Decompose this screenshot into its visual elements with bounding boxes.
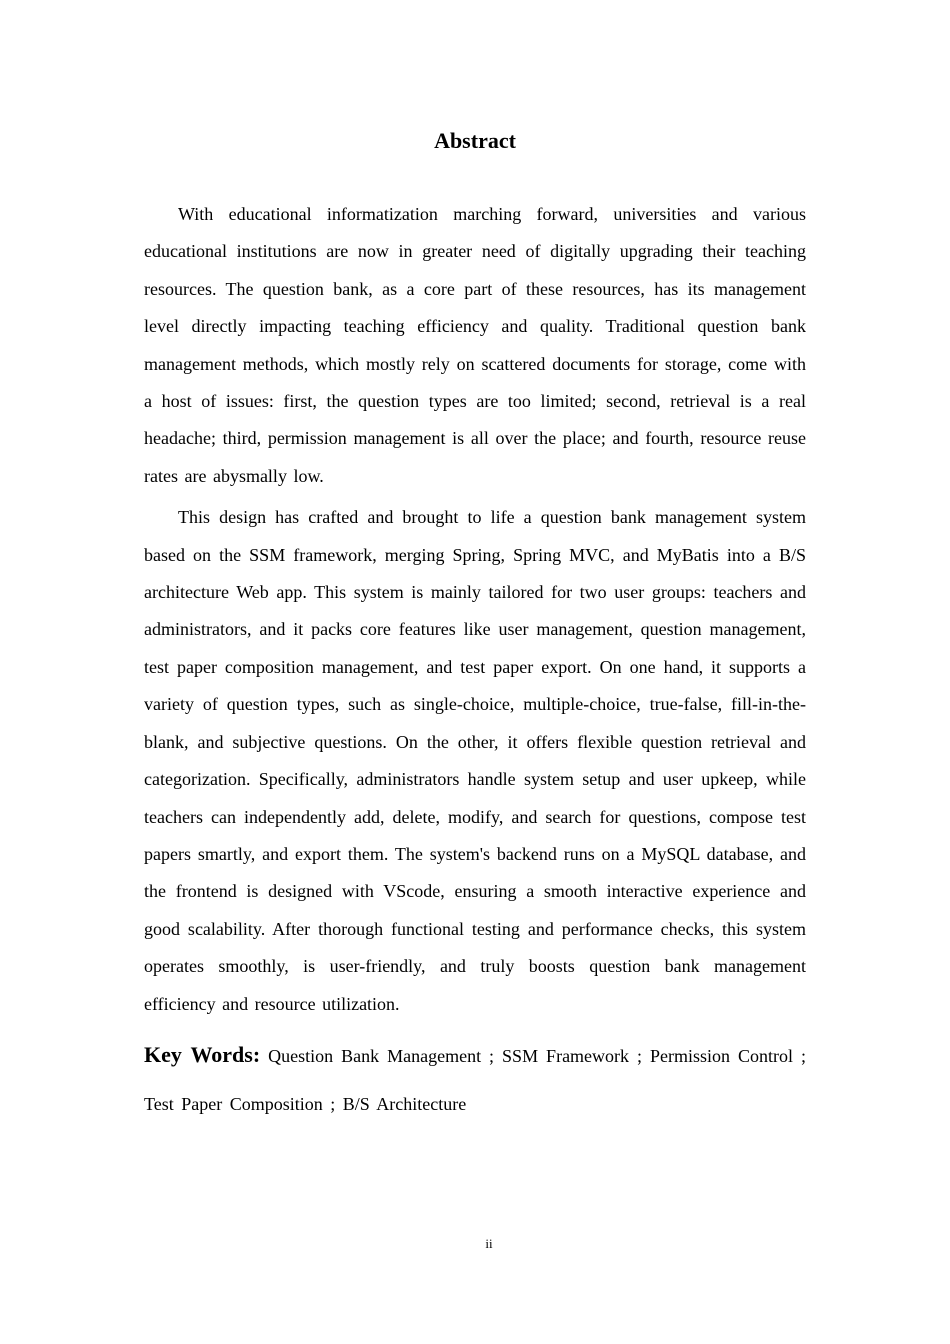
keywords-label: Key Words: bbox=[144, 1041, 261, 1067]
abstract-paragraph-2: This design has crafted and brought to life a question bank management system based on the SSM framework, merging Spring, Spring MVC, and MyBatis into a B/S architecture Web app. This system is mainly tailored for two user groups: teachers and administrators, and it packs core features like user management, question management, test paper composition management, and test paper export. On one hand, it supports a variety of question types, such as single-choice, multiple-choice, true-false, fill-in-the-blank, and subjective questions. On the other, it offers flexible question retrieval and categorization. Specifically, administrators handle system setup and user upkeep, while teachers can independently add, delete, modify, and search for questions, compose test papers smartly, and export them. The system's backend runs on a MySQL database, and the frontend is designed with VScode, ensuring a smooth interactive experience and good scalability. After thorough functional testing and performance checks, this system operates smoothly, is user-friendly, and truly boosts question bank management efficiency and resource utilization. bbox=[144, 507, 806, 1014]
keywords-line bbox=[144, 1031, 806, 1128]
page-number: ii bbox=[485, 1236, 493, 1251]
abstract-title: Abstract bbox=[434, 128, 516, 153]
keywords-text: Question Bank Management ; SSM Framework ; Permission Control ; Test Paper Composition ; B/S Architecture bbox=[144, 1045, 806, 1114]
abstract-paragraph-1: With educational informatization marching forward, universities and various educational institutions are now in greater need of digitally upgrading their teaching resources. The question bank, as a core part of these resources, has its management level directly impacting teaching efficiency and quality. Traditional question bank management methods, which mostly rely on scattered documents for storage, come with a host of issues: first, the question types are too limited; second, retrieval is a real headache; third, permission management is all over the place; and fourth, resource reuse rates are abysmally low. bbox=[144, 204, 806, 486]
abstract-body bbox=[144, 196, 806, 1128]
